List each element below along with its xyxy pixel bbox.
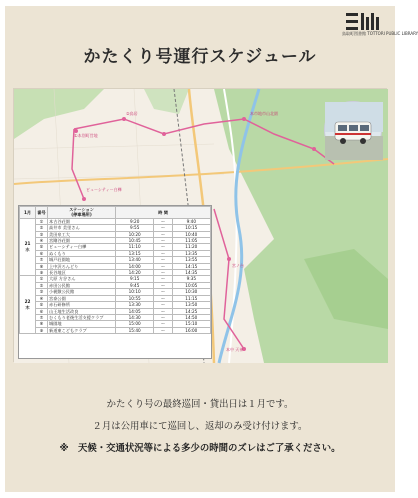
station-cell: ぬくもり — [48, 250, 116, 256]
number-cell: ⑥ — [36, 308, 48, 314]
start-time-cell: 14:05 — [116, 308, 154, 314]
start-time-cell: 13:30 — [116, 302, 154, 308]
tilde-cell: ～ — [154, 225, 172, 231]
number-cell: ⑧ — [36, 263, 48, 269]
start-time-cell: 10:45 — [116, 238, 154, 244]
schedule-header-row — [20, 207, 211, 219]
start-time-cell: 10:20 — [116, 231, 154, 237]
table-row — [20, 327, 211, 333]
map-label: 本中 天神 — [226, 347, 244, 352]
number-cell: ⑨ — [36, 270, 48, 276]
tilde-cell: ～ — [154, 270, 172, 276]
library-logo-icon — [342, 12, 382, 32]
start-time-cell: 15:40 — [116, 327, 154, 333]
tilde-cell: ～ — [154, 238, 172, 244]
start-time-cell: 10:10 — [116, 289, 154, 295]
start-time-cell: 14:20 — [116, 270, 154, 276]
notice-line-2: ２月は公用車にて巡回し、返却のみ受け付けます。 — [92, 421, 308, 432]
tilde-cell: ～ — [154, 244, 172, 250]
end-time-cell: 9:35 — [172, 276, 210, 282]
schedule-table — [18, 205, 212, 359]
tilde-cell: ～ — [154, 308, 172, 314]
station-cell: 赤石研修所 — [48, 302, 116, 308]
number-cell: ⑦ — [36, 314, 48, 320]
number-cell: ④ — [36, 295, 48, 301]
date-cell: 22 木 — [20, 276, 36, 334]
number-cell: ④ — [36, 238, 48, 244]
start-time-cell: 10:55 — [116, 295, 154, 301]
end-time-cell: 10:15 — [172, 225, 210, 231]
station-cell: 新道東こどもクラブ — [48, 327, 116, 333]
map-label: ②鳥居 — [126, 111, 138, 116]
start-time-cell: 11:10 — [116, 244, 154, 250]
tilde-cell: ～ — [154, 327, 172, 333]
station-cell: 宮剛谷荘園 — [48, 238, 116, 244]
station-cell: 本古谷荘園 — [48, 218, 116, 224]
map-label: ビューシティー白樺 — [86, 187, 122, 192]
station-cell: 赤田公民館 — [48, 282, 116, 288]
date-cell: 21 水 — [20, 218, 36, 276]
number-cell: ⑨ — [36, 327, 48, 333]
number-cell: ③ — [36, 289, 48, 295]
route-map — [13, 88, 387, 362]
map-label: ①本別町営地 — [74, 133, 98, 138]
tilde-cell: ～ — [154, 302, 172, 308]
library-logo-text: 鳥取町図書館 TOTTORI PUBLIC LIBRARY — [342, 31, 418, 36]
page-title: かたくり号運行スケジュール — [83, 47, 317, 67]
end-time-cell: 10:30 — [172, 289, 210, 295]
end-time-cell: 14:15 — [172, 263, 210, 269]
end-time-cell: 13:50 — [172, 302, 210, 308]
number-cell: ⑧ — [36, 321, 48, 327]
end-time-cell: 9:40 — [172, 218, 210, 224]
end-time-cell: 15:10 — [172, 321, 210, 327]
tilde-cell: ～ — [154, 289, 172, 295]
tilde-cell: ～ — [154, 314, 172, 320]
station-cell: ビューシティー白樺 — [48, 244, 116, 250]
station-cell: 大原 方谷さん — [48, 276, 116, 282]
bus-photo — [324, 101, 382, 159]
number-cell: ⑦ — [36, 257, 48, 263]
station-cell: 高井市 美里さん — [48, 225, 116, 231]
tilde-cell: ～ — [154, 282, 172, 288]
library-logo — [342, 12, 418, 40]
start-time-cell: 13:15 — [116, 250, 154, 256]
tilde-cell: ～ — [154, 257, 172, 263]
tilde-cell: ～ — [154, 295, 172, 301]
end-time-cell: 14:35 — [172, 270, 210, 276]
header-time: 時 間 — [116, 207, 211, 219]
header-date: 1月 — [20, 207, 36, 219]
start-time-cell: 9:55 — [116, 225, 154, 231]
station-cell: 長谷地区 — [48, 270, 116, 276]
end-time-cell: 11:05 — [172, 238, 210, 244]
tilde-cell: ～ — [154, 218, 172, 224]
tilde-cell: ～ — [154, 276, 172, 282]
start-time-cell: 13:40 — [116, 257, 154, 263]
end-time-cell: 13:55 — [172, 257, 210, 263]
station-cell: 城戸荘園地 — [48, 257, 116, 263]
end-time-cell: 11:20 — [172, 244, 210, 250]
tilde-cell: ～ — [154, 263, 172, 269]
start-time-cell: 15:00 — [116, 321, 154, 327]
number-cell: ② — [36, 225, 48, 231]
station-cell: 美田泉工大 — [48, 231, 116, 237]
end-time-cell: 10:05 — [172, 282, 210, 288]
end-time-cell: 14:25 — [172, 308, 210, 314]
tilde-cell: ～ — [154, 250, 172, 256]
number-cell: ⑥ — [36, 250, 48, 256]
notice — [5, 394, 395, 460]
schedule-body — [20, 218, 211, 333]
header-number: 番号 — [36, 207, 48, 219]
start-time-cell: 14:00 — [116, 263, 154, 269]
end-time-cell: 11:15 — [172, 295, 210, 301]
end-time-cell: 13:35 — [172, 250, 210, 256]
header-station: ステーション (停車場所) — [48, 207, 116, 219]
map-label: 宮ノ台 — [232, 263, 244, 268]
number-cell: ② — [36, 282, 48, 288]
number-cell: ⑤ — [36, 302, 48, 308]
number-cell: ① — [36, 276, 48, 282]
start-time-cell: 14:30 — [116, 314, 154, 320]
station-cell: 上中沢ろんどり — [48, 263, 116, 269]
start-time-cell: 9:20 — [116, 218, 154, 224]
start-time-cell: 9:15 — [116, 276, 154, 282]
station-cell: むくもり老後生活支援クラブ — [48, 314, 116, 320]
station-cell: 宮泰公園 — [48, 295, 116, 301]
station-cell: 小梶敷公民館 — [48, 289, 116, 295]
end-time-cell: 10:40 — [172, 231, 210, 237]
tilde-cell: ～ — [154, 321, 172, 327]
start-time-cell: 9:45 — [116, 282, 154, 288]
number-cell: ③ — [36, 231, 48, 237]
notice-line-1: かたくり号の最終巡回・貸出日は１月です。 — [106, 399, 294, 410]
station-cell: 山王地生活改良 — [48, 308, 116, 314]
end-time-cell: 14:50 — [172, 314, 210, 320]
number-cell: ① — [36, 218, 48, 224]
notice-line-3: ※ 天候・交通状況等による多少の時間のズレはご了承ください。 — [59, 443, 341, 454]
station-cell: 城園地 — [48, 321, 116, 327]
poster — [5, 6, 418, 492]
bus-icon — [325, 102, 383, 160]
map-label: 本市地市山北園 — [250, 111, 278, 116]
number-cell: ⑤ — [36, 244, 48, 250]
end-time-cell: 16:00 — [172, 327, 210, 333]
tilde-cell: ～ — [154, 231, 172, 237]
